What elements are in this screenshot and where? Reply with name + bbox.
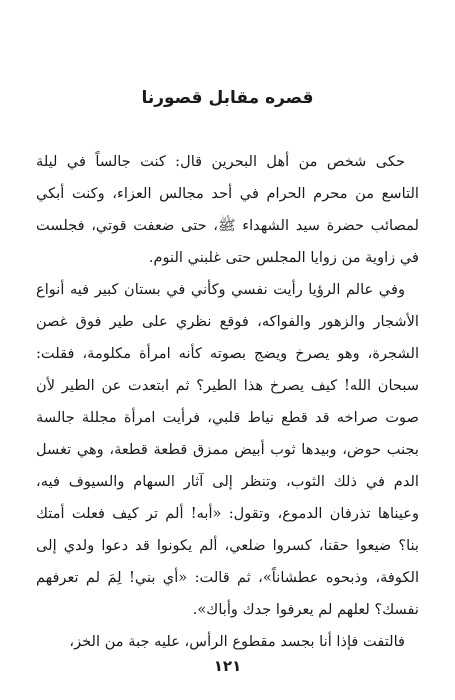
text-line: وعيناها تذرفان الدموع، وتقول: «أبه! ألم تر كيف فعلت أمتك xyxy=(36,505,419,522)
text-line: فالتفت فإذا أنا بجسد مقطوع الرأس، عليه جبة من الخز، xyxy=(69,633,405,650)
text-line: صوت صراخه قد قطع نياط قلبي، فرأيت امرأة مجللة جالسة xyxy=(36,409,419,426)
text-line: حكى شخص من أهل البحرين قال: كنت جالساً في ليلة xyxy=(36,153,405,170)
text-line: الدم في ذلك الثوب، وتنظر إلى آثار السهام والسيوف فيه، xyxy=(36,473,419,490)
page-number: ١٢١ xyxy=(213,657,242,675)
text-line: الشجرة، وهو يصرخ ويضج بصوته كأنه امرأة مكلومة، فقلت: xyxy=(36,345,419,362)
body-text xyxy=(36,146,419,658)
text-line: نفسك؟ لعلهم لم يعرفوا جدك وأباك». xyxy=(192,601,419,618)
text-line: التاسع من محرم الحرام في أحد مجالس العزاء، وكنت أبكي xyxy=(36,185,419,202)
text-line: لمصائب حضرة سيد الشهداء ﷺ، حتى ضعفت قوتي، فجلست xyxy=(36,217,419,234)
text-line: الأشجار والزهور والفواكه، فوقع نظري على طير فوق غصن xyxy=(36,313,419,330)
text-line: الكوفة، وذبحوه عطشاناً»، ثم قالت: «أي بني! لِمَ لم تعرفهم xyxy=(36,569,419,586)
text-line: وفي عالم الرؤيا رأيت نفسي وكأني في بستان كبير فيه أنواع xyxy=(36,281,405,298)
text-line: بنا؟ ضيعوا حقنا، كسروا ضلعي، ألم يكونوا قد دعوا ولدي إلى xyxy=(36,537,419,554)
text-line: بجنب حوض، وبيدها ثوب أبيض ممزق قطعة قطعة، وهي تغسل xyxy=(36,441,419,458)
page-title: قصره مقابل قصورنا xyxy=(141,88,314,108)
text-line: سبحان الله! كيف يصرخ هذا الطير؟ ثم ابتعدت عن الطير لأن xyxy=(36,377,419,394)
text-line: في زاوية من زوايا المجلس حتى غلبني النوم. xyxy=(148,249,419,266)
